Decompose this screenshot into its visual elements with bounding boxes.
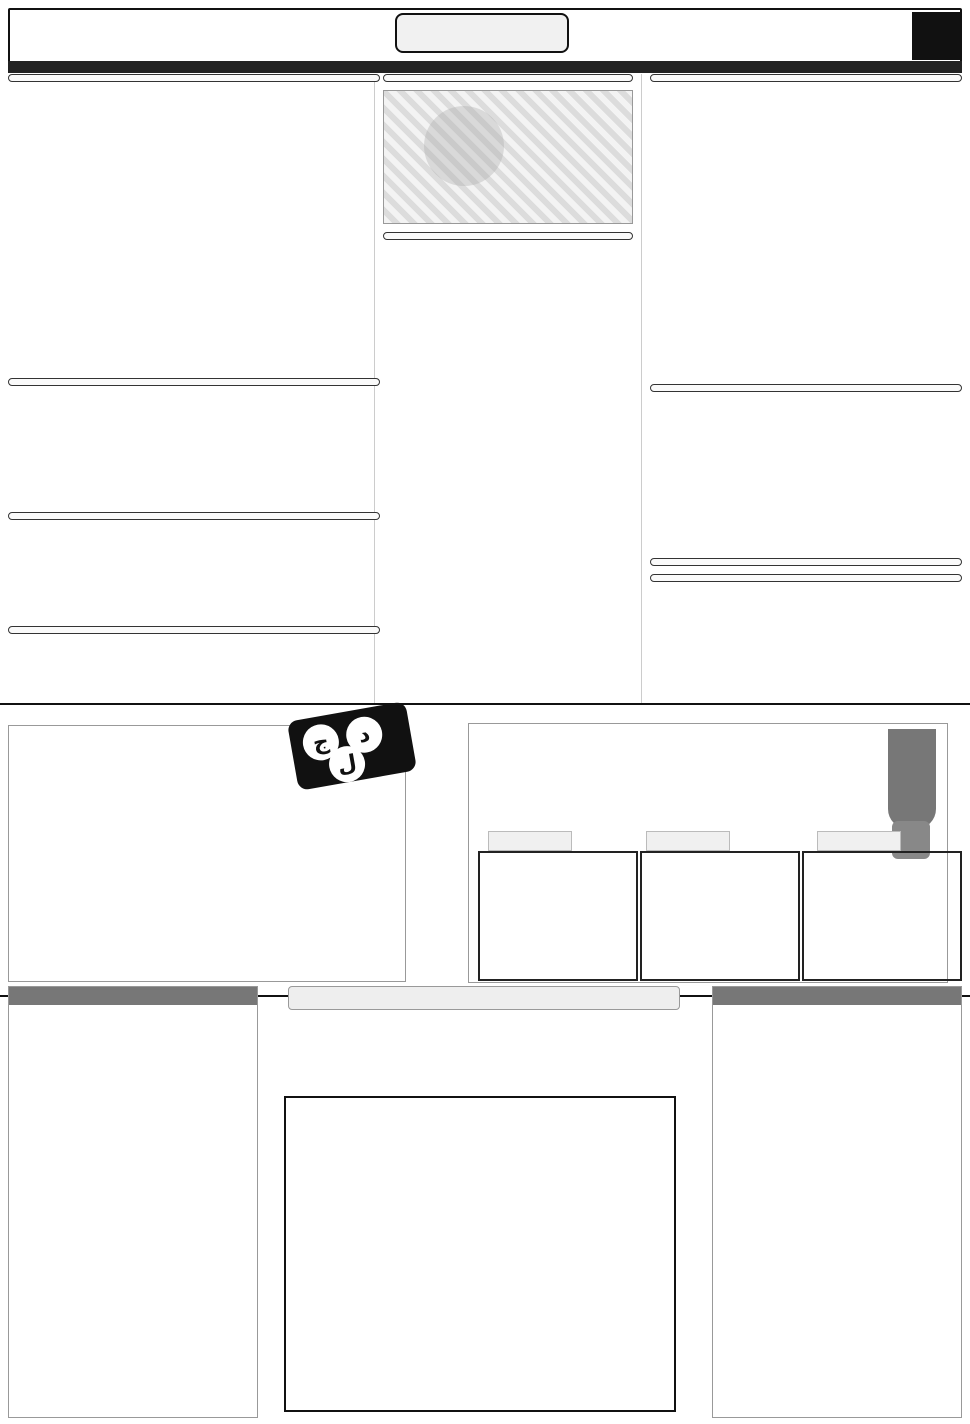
section-title	[395, 13, 569, 53]
sudoku-grid-medium	[640, 851, 800, 981]
article-1	[650, 74, 962, 380]
center-column	[374, 74, 642, 764]
article-title	[8, 378, 380, 386]
crossword-area	[8, 986, 962, 1416]
article-title	[8, 512, 380, 520]
main-crossword	[268, 986, 708, 1416]
article-title	[650, 74, 962, 82]
article-title	[650, 574, 962, 582]
logo-letter: ج	[300, 721, 342, 763]
level-easy	[488, 831, 572, 851]
article-title	[8, 626, 380, 634]
left-clues	[8, 986, 258, 1418]
right-clues	[712, 986, 962, 1418]
level-hard	[817, 831, 901, 851]
article-title	[383, 74, 633, 82]
sudoku-grid-hard	[802, 851, 962, 981]
right-clues-title	[713, 987, 961, 1005]
crossword-title	[288, 986, 680, 1010]
sudoku-header	[468, 729, 946, 799]
page-number	[912, 12, 960, 60]
illustration	[383, 90, 633, 224]
logo-letter: د	[343, 714, 385, 756]
article-2	[650, 384, 962, 554]
right-clues-text	[713, 1005, 961, 1017]
sudoku-grid-easy	[478, 851, 638, 981]
article-title	[383, 232, 633, 240]
article-7	[8, 74, 380, 374]
puzzle-section	[0, 703, 970, 997]
sudoku-title	[888, 729, 936, 829]
newspaper-strip	[8, 61, 962, 73]
article-title	[8, 74, 380, 82]
article-8	[8, 378, 380, 508]
left-clues-text	[9, 1005, 257, 1017]
article-title	[650, 384, 962, 392]
logo-letter: ل	[326, 743, 368, 785]
left-clues-title	[9, 987, 257, 1005]
articles-area	[8, 74, 962, 694]
level-medium	[646, 831, 730, 851]
article-title	[650, 558, 962, 566]
masthead-logo	[10, 10, 100, 58]
article-9	[8, 512, 380, 622]
crossword-grid	[284, 1096, 676, 1412]
